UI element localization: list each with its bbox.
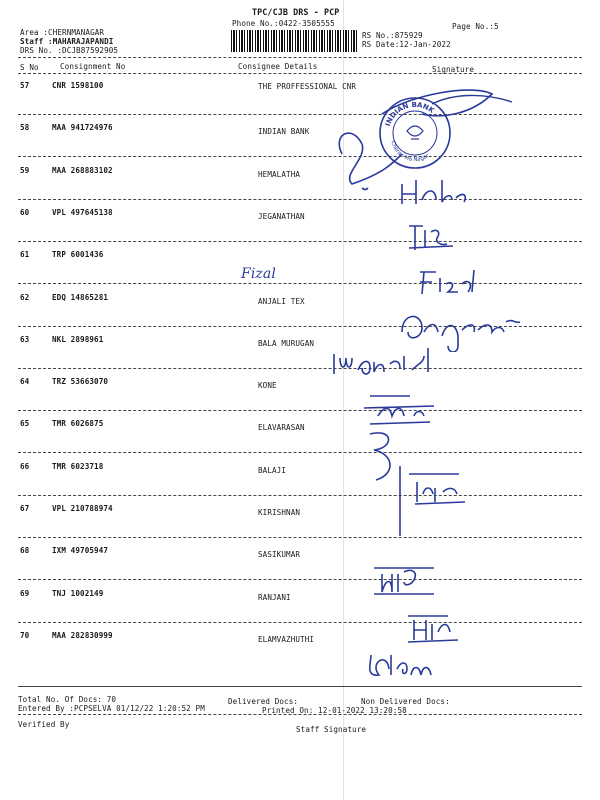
row-sno: 62: [20, 293, 30, 302]
row-divider: [18, 241, 582, 242]
row-consignment-number: TRZ 53663070: [52, 377, 109, 386]
row-sno: 58: [20, 123, 30, 132]
stamp-text-bottom: Cheran Ma Nagar: [389, 140, 431, 164]
row-sno: 65: [20, 419, 30, 428]
rs-number: RS No.:875929: [362, 31, 423, 40]
row-sno: 68: [20, 546, 30, 555]
stamp-text-top: INDIAN BANK: [384, 100, 436, 128]
row-sno: 63: [20, 335, 30, 344]
row-divider: [18, 452, 582, 453]
row-consignment-number: IXM 49705947: [52, 546, 109, 555]
row-divider: [18, 368, 582, 369]
row-consignee: RANJANI: [258, 593, 291, 602]
footer-divider: [18, 686, 582, 687]
footer-divider-2: [18, 714, 582, 715]
row-sno: 66: [20, 462, 30, 471]
row-divider: [18, 410, 582, 411]
row-sno: 57: [20, 81, 30, 90]
row-sno: 64: [20, 377, 30, 386]
row-consignment-number: TMR 6026875: [52, 419, 104, 428]
signature-hemalatha: [360, 170, 480, 210]
row-consignment-number: CNR 1598100: [52, 81, 104, 90]
signature-kone: [360, 390, 450, 430]
printed-on: Printed On: 12-01-2022 13:20:58: [262, 706, 407, 715]
row-consignee: JEGANATHAN: [258, 212, 305, 221]
row-sno: 70: [20, 631, 30, 640]
staff-label: Staff :MAHARAJAPANDI: [20, 37, 114, 46]
signature-balaji: [405, 470, 475, 506]
row-consignee: ANJALI TEX: [258, 297, 305, 306]
row-divider: [18, 495, 582, 496]
row-consignee: ELAVARASAN: [258, 423, 305, 432]
row-consignment-number: TMR 6023718: [52, 462, 104, 471]
signature-row-61: [412, 264, 502, 298]
row-divider: [18, 622, 582, 623]
row-consignment-number: MAA 282830999: [52, 631, 113, 640]
row-sno: 61: [20, 250, 30, 259]
row-consignee: THE PROFFESSIONAL CNR: [258, 82, 357, 91]
signature-ranjani: [404, 610, 474, 646]
row-consignee: SASIKUMAR: [258, 550, 301, 559]
row-consignee: INDIAN BANK: [258, 127, 310, 136]
handwritten-note-fizal: Fizal: [241, 266, 276, 282]
row-sno: 67: [20, 504, 30, 513]
row-sno: 60: [20, 208, 30, 217]
row-divider: [18, 537, 582, 538]
row-consignee: HEMALATHA: [258, 170, 301, 179]
document-title: TPC/CJB DRS - PCP: [252, 7, 340, 17]
column-header-signature: Signature: [432, 65, 475, 74]
signature-sasikumar: [370, 560, 450, 600]
row-consignment-number: VPL 497645138: [52, 208, 113, 217]
verified-by: Verified By: [18, 720, 70, 729]
signature-elamvazhuthi: [365, 645, 445, 685]
barcode-graphic: [231, 30, 357, 52]
header-divider-top: [18, 57, 582, 58]
phone-number: Phone No.:0422-3505555: [232, 19, 335, 28]
column-header-sno: S No: [20, 63, 39, 72]
area-label: Area :CHERNMANAGAR: [20, 28, 105, 37]
drs-number: DRS No. :DCJB87592905: [20, 46, 119, 55]
row-consignment-number: VPL 210788974: [52, 504, 113, 513]
delivered-docs: Delivered Docs:: [228, 697, 299, 706]
row-sno: 69: [20, 589, 30, 598]
rs-date: RS Date:12-Jan-2022: [362, 40, 451, 49]
row-consignment-number: TNJ 1002149: [52, 589, 104, 598]
row-consignee: BALAJI: [258, 466, 287, 475]
signature-bala-murugan: [328, 340, 448, 380]
row-divider: [18, 199, 582, 200]
non-delivered-docs: Non Delivered Docs:: [361, 697, 450, 706]
row-consignment-number: NKL 2898961: [52, 335, 104, 344]
row-consignment-number: EDQ 14865281: [52, 293, 109, 302]
row-consignment-number: TRP 6001436: [52, 250, 104, 259]
row-consignee: KIRISHNAN: [258, 508, 301, 517]
row-sno: 59: [20, 166, 30, 175]
signature-jeganathan: [405, 220, 475, 256]
column-header-consignment: Consignment No: [60, 62, 126, 71]
column-header-consignee: Consignee Details: [238, 62, 318, 71]
row-consignee: ELAMVAZHUTHI: [258, 635, 315, 644]
row-consignee: BALA MURUGAN: [258, 339, 315, 348]
row-consignee: KONE: [258, 381, 277, 390]
row-consignment-number: MAA 268883102: [52, 166, 113, 175]
entered-by: Entered By :PCPSELVA 01/12/22 1:20:52 PM: [18, 704, 205, 713]
row-consignment-number: MAA 941724976: [52, 123, 113, 132]
page-number: Page No.:5: [452, 22, 499, 31]
staff-signature-label: Staff Signature: [296, 725, 367, 734]
total-docs: Total No. Of Docs: 70: [18, 695, 117, 704]
row-divider: [18, 579, 582, 580]
